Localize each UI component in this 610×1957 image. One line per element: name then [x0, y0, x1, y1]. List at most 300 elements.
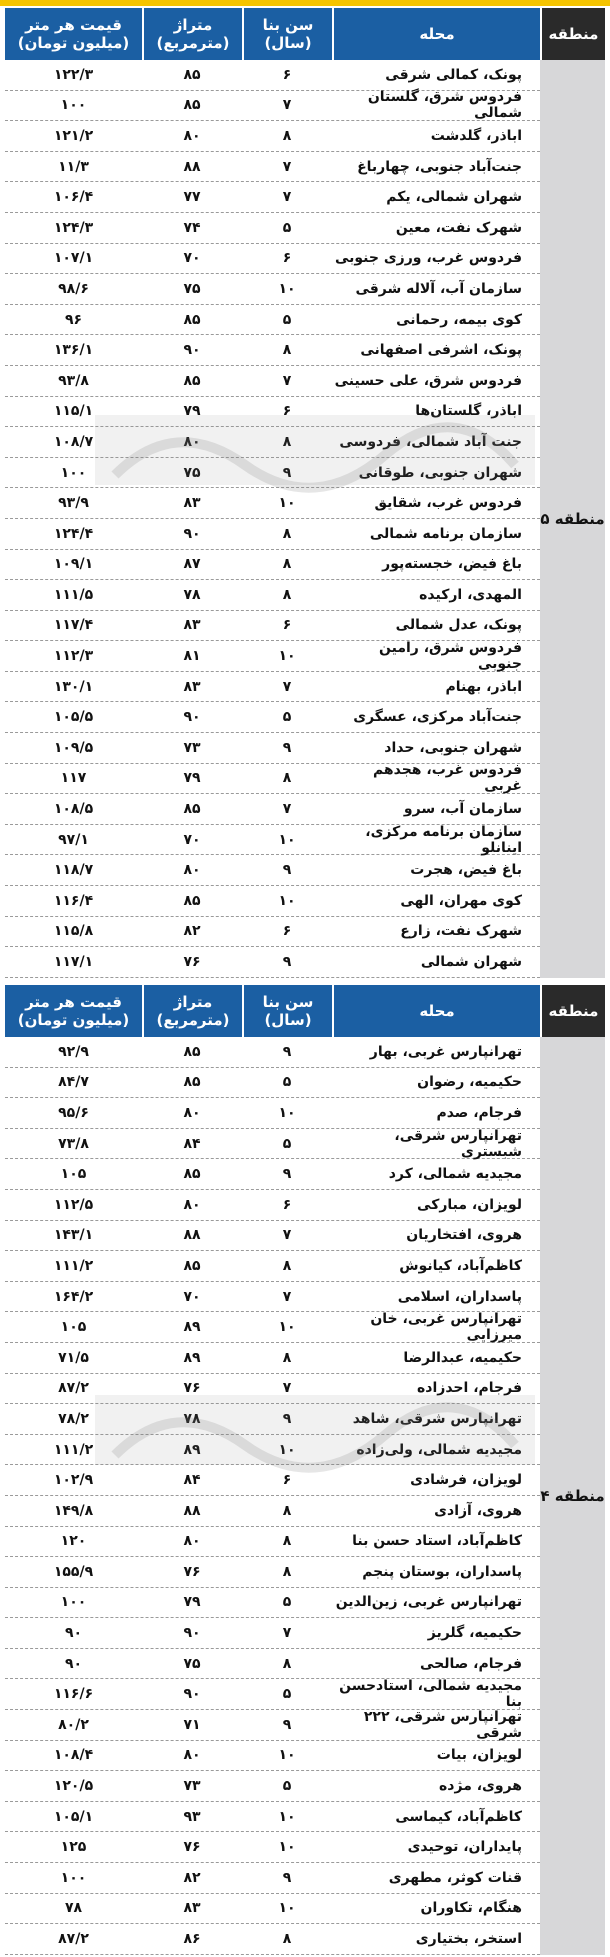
table-row: [5, 60, 540, 91]
neighborhood-cell: لویزان، بیات: [436, 1747, 522, 1764]
neighborhood-cell: هروی، آزادی: [434, 1502, 522, 1519]
table-row: [5, 1129, 540, 1160]
neighborhood-cell: حکیمیه، رضوان: [417, 1074, 522, 1091]
neighborhood-cell: سازمان برنامه مرکزی، اینانلو: [365, 823, 522, 856]
price-cell: ۷۳/۸: [58, 1135, 89, 1152]
neighborhood-cell: فردوس شرق، علی حسینی: [334, 372, 522, 389]
table-row: [5, 427, 540, 458]
table-row: [5, 702, 540, 733]
building-age-cell: ۸: [282, 127, 292, 144]
price-cell: ۸۴/۷: [58, 1074, 89, 1091]
neighborhood-cell: مجیدیه شمالی، ولی‌زاده: [356, 1441, 522, 1458]
area-cell: ۹۰: [183, 342, 201, 359]
area-cell: ۸۵: [183, 66, 201, 83]
table-row: [5, 1343, 540, 1374]
building-age-cell: ۷: [282, 372, 292, 389]
area-cell: ۷۹: [183, 1594, 201, 1611]
building-age-cell: ۹: [282, 954, 292, 971]
table-row: [5, 1741, 540, 1772]
neighborhood-cell: جنت‌آباد مرکزی، عسگری: [353, 709, 522, 726]
header-neighborhood: محله: [332, 8, 540, 60]
building-age-cell: ۹: [282, 1043, 292, 1060]
building-age-cell: ۱۰: [278, 1319, 296, 1336]
table-row: [5, 1618, 540, 1649]
price-cell: ۱۱۱/۵: [53, 586, 94, 603]
area-cell: ۷۳: [183, 739, 201, 756]
price-cell: ۱۱۵/۸: [53, 923, 94, 940]
area-cell: ۷۶: [183, 1563, 201, 1580]
building-age-cell: ۸: [282, 1349, 292, 1366]
header-neighborhood: محله: [332, 985, 540, 1037]
neighborhood-cell: فردوس شرق، گلستان شمالی: [367, 89, 522, 122]
neighborhood-cell: شهران جنوبی، طوقانی: [358, 464, 522, 481]
table-row: [5, 397, 540, 428]
building-age-cell: ۱۰: [278, 1808, 296, 1825]
price-cell: ۱۴۳/۱: [53, 1227, 94, 1244]
table-row: [5, 1068, 540, 1099]
building-age-cell: ۵: [282, 709, 292, 726]
neighborhood-cell: تهرانپارس شرقی، شاهد: [352, 1410, 522, 1427]
neighborhood-cell: باغ فیض، هجرت: [410, 862, 522, 879]
area-cell: ۸۵: [183, 801, 201, 818]
table-row: [5, 733, 540, 764]
area-cell: ۸۲: [183, 1869, 201, 1886]
neighborhood-cell: اباذر، بهنام: [445, 678, 522, 695]
neighborhood-cell: سازمان برنامه شمالی: [369, 525, 522, 542]
price-cell: ۱۰۷/۱: [53, 250, 94, 267]
neighborhood-cell: جنت آباد شمالی، فردوسی: [339, 433, 522, 450]
area-cell: ۸۵: [183, 1166, 201, 1183]
price-cell: ۱۲۱/۲: [53, 127, 94, 144]
building-age-cell: ۱۰: [278, 831, 296, 848]
building-age-cell: ۶: [282, 617, 292, 634]
area-cell: ۷۵: [183, 1655, 201, 1672]
table-row: [5, 1924, 540, 1955]
neighborhood-cell: اباذر، گلدشت: [430, 127, 522, 144]
building-age-cell: ۵: [282, 1778, 292, 1795]
neighborhood-cell: تهرانپارس غربی، زین‌الدین: [335, 1594, 522, 1611]
price-cell: ۱۱۱/۲: [53, 1441, 94, 1458]
neighborhood-cell: قنات کوثر، مطهری: [388, 1869, 522, 1886]
area-cell: ۸۰: [183, 1104, 201, 1121]
price-cell: ۱۰۸/۴: [53, 1747, 94, 1764]
building-age-cell: ۹: [282, 464, 292, 481]
building-age-cell: ۱۰: [278, 495, 296, 512]
building-age-cell: ۹: [282, 1166, 292, 1183]
table-row: [5, 1802, 540, 1833]
table-row: [5, 335, 540, 366]
neighborhood-cell: فرجام، احدزاده: [417, 1380, 522, 1397]
area-cell: ۷۳: [183, 1778, 201, 1795]
price-cell: ۹۷/۱: [58, 831, 89, 848]
area-cell: ۸۸: [183, 158, 201, 175]
neighborhood-cell: فردوس شرق، رامین جنوبی: [379, 640, 522, 673]
price-cell: ۱۱۲/۳: [53, 648, 94, 665]
header-price: قیمت هر متر (میلیون تومان): [5, 985, 142, 1037]
neighborhood-cell: لویزان، مبارکی: [417, 1196, 522, 1213]
building-age-cell: ۷: [282, 189, 292, 206]
neighborhood-cell: هروی، افتخاریان: [406, 1227, 522, 1244]
area-cell: ۸۸: [183, 1502, 201, 1519]
table-row: [5, 1679, 540, 1710]
neighborhood-cell: تهرانپارس شرقی، شبستری: [394, 1127, 522, 1160]
table-row: [5, 182, 540, 213]
table-row: [5, 1312, 540, 1343]
neighborhood-cell: کاظم‌آباد، کیانوش: [399, 1257, 522, 1274]
building-age-cell: ۹: [282, 739, 292, 756]
area-cell: ۸۷: [183, 556, 201, 573]
building-age-cell: ۱۰: [278, 1747, 296, 1764]
area-cell: ۸۲: [183, 923, 201, 940]
price-cell: ۱۱۸/۷: [53, 862, 94, 879]
table-row: [5, 1557, 540, 1588]
building-age-cell: ۱۰: [278, 892, 296, 909]
building-age-cell: ۹: [282, 1716, 292, 1733]
table-row: [5, 458, 540, 489]
header-area: متراژ (مترمربع): [142, 985, 242, 1037]
building-age-cell: ۸: [282, 1655, 292, 1672]
area-cell: ۸۹: [183, 1441, 201, 1458]
table-row: [5, 1037, 540, 1068]
price-cell: ۱۰۰: [60, 97, 87, 114]
table-row: [5, 152, 540, 183]
building-age-cell: ۶: [282, 66, 292, 83]
building-age-cell: ۹: [282, 862, 292, 879]
building-age-cell: ۱۰: [278, 1900, 296, 1917]
table-row: [5, 244, 540, 275]
table-row: [5, 855, 540, 886]
area-cell: ۸۳: [183, 617, 201, 634]
table-row: [5, 1374, 540, 1405]
area-cell: ۹۳: [183, 1808, 201, 1825]
price-cell: ۱۰۵/۵: [53, 709, 94, 726]
table-rows: [5, 60, 540, 978]
table-row: [5, 1159, 540, 1190]
table-row: [5, 1527, 540, 1558]
table-row: [5, 121, 540, 152]
neighborhood-cell: لویزان، فرشادی: [410, 1472, 522, 1489]
building-age-cell: ۷: [282, 97, 292, 114]
table-row: [5, 794, 540, 825]
neighborhood-cell: تهرانپارس غربی، خان میرزایی: [370, 1311, 522, 1344]
table-row: [5, 305, 540, 336]
price-cell: ۱۵۵/۹: [53, 1563, 94, 1580]
header-building-age: سن بنا (سال): [242, 985, 332, 1037]
area-cell: ۸۹: [183, 1349, 201, 1366]
table-row: [5, 947, 540, 978]
price-cell: ۱۲۵: [60, 1839, 87, 1856]
price-cell: ۷۸: [64, 1900, 83, 1917]
neighborhood-cell: پونک، کمالی شرقی: [385, 66, 522, 83]
building-age-cell: ۷: [282, 1227, 292, 1244]
area-cell: ۸۶: [183, 1931, 201, 1948]
neighborhood-cell: سازمان آب، سرو: [403, 801, 522, 818]
neighborhood-cell: هنگام، تکاوران: [420, 1900, 522, 1917]
building-age-cell: ۵: [282, 311, 292, 328]
table-row: [5, 1465, 540, 1496]
area-cell: ۷۵: [183, 280, 201, 297]
neighborhood-cell: کوی مهران، الهی: [400, 892, 522, 909]
area-cell: ۸۰: [183, 127, 201, 144]
table-row: [5, 488, 540, 519]
table-row: [5, 1435, 540, 1466]
neighborhood-cell: تهرانپارس غربی، بهار: [369, 1043, 522, 1060]
table-row: [5, 1894, 540, 1925]
zone-label: منطقه ۴: [540, 1037, 605, 1955]
table-row: [5, 1832, 540, 1863]
area-cell: ۸۰: [183, 1533, 201, 1550]
table-row: [5, 917, 540, 948]
price-cell: ۱۲۰/۵: [53, 1778, 94, 1795]
building-age-cell: ۶: [282, 250, 292, 267]
neighborhood-cell: المهدی، ارکیده: [419, 586, 522, 603]
building-age-cell: ۸: [282, 525, 292, 542]
price-cell: ۸۷/۲: [58, 1380, 89, 1397]
price-cell: ۱۰۹/۱: [53, 556, 94, 573]
price-cell: ۹۰: [64, 1655, 83, 1672]
price-cell: ۱۰۲/۹: [53, 1472, 94, 1489]
building-age-cell: ۷: [282, 1288, 292, 1305]
area-cell: ۸۰: [183, 1196, 201, 1213]
neighborhood-cell: شهرک نفت، معین: [395, 219, 522, 236]
price-cell: ۱۳۶/۱: [53, 342, 94, 359]
table-row: [5, 1251, 540, 1282]
zone-label: منطقه ۵: [540, 60, 605, 978]
neighborhood-cell: کاظم‌آباد، کیماسی: [395, 1808, 522, 1825]
table-row: [5, 641, 540, 672]
neighborhood-cell: پایداران، توحیدی: [407, 1839, 522, 1856]
price-cell: ۷۱/۵: [58, 1349, 89, 1366]
area-cell: ۷۰: [183, 250, 201, 267]
building-age-cell: ۶: [282, 923, 292, 940]
building-age-cell: ۵: [282, 1594, 292, 1611]
area-cell: ۸۸: [183, 1227, 201, 1244]
neighborhood-cell: تهرانپارس شرقی، ۲۲۲ شرقی: [363, 1708, 522, 1741]
table-row: [5, 519, 540, 550]
price-cell: ۹۰: [64, 1625, 83, 1642]
building-age-cell: ۱۰: [278, 280, 296, 297]
neighborhood-cell: پونک، اشرفی اصفهانی: [360, 342, 522, 359]
table-row: [5, 580, 540, 611]
building-age-cell: ۸: [282, 1257, 292, 1274]
area-cell: ۷۷: [183, 189, 201, 206]
table-row: [5, 1863, 540, 1894]
table-row: [5, 1282, 540, 1313]
price-cell: ۱۱۷/۱: [53, 954, 94, 971]
building-age-cell: ۷: [282, 1625, 292, 1642]
neighborhood-cell: فردوس غرب، ورزی جنوبی: [334, 250, 522, 267]
area-cell: ۷۸: [183, 586, 201, 603]
table-row: [5, 1098, 540, 1129]
area-cell: ۸۵: [183, 892, 201, 909]
building-age-cell: ۸: [282, 1533, 292, 1550]
building-age-cell: ۷: [282, 1380, 292, 1397]
neighborhood-cell: پونک، عدل شمالی: [395, 617, 522, 634]
neighborhood-cell: فردوس غرب، شقایق: [374, 495, 522, 512]
building-age-cell: ۸: [282, 433, 292, 450]
table-body: [5, 60, 605, 978]
price-cell: ۱۲۴/۳: [53, 219, 94, 236]
area-cell: ۸۵: [183, 97, 201, 114]
table-body: [5, 1037, 605, 1955]
area-cell: ۹۰: [183, 1686, 201, 1703]
neighborhood-cell: فرجام، صالحی: [420, 1655, 522, 1672]
table-row: [5, 886, 540, 917]
price-cell: ۱۰۸/۵: [53, 801, 94, 818]
price-cell: ۱۱۷/۴: [53, 617, 94, 634]
neighborhood-cell: هروی، مژده: [439, 1778, 522, 1795]
price-cell: ۱۶۴/۲: [53, 1288, 94, 1305]
header-price: قیمت هر متر (میلیون تومان): [5, 8, 142, 60]
price-cell: ۱۰۸/۷: [53, 433, 94, 450]
area-cell: ۷۱: [183, 1716, 201, 1733]
area-cell: ۷۹: [183, 770, 201, 787]
price-cell: ۱۱۶/۴: [53, 892, 94, 909]
table-row: [5, 550, 540, 581]
area-cell: ۷۹: [183, 403, 201, 420]
neighborhood-cell: شهرک نفت، زارع: [400, 923, 522, 940]
neighborhood-cell: پاسداران، بوستان پنجم: [362, 1563, 522, 1580]
price-cell: ۹۵/۶: [58, 1104, 89, 1121]
price-cell: ۷۸/۲: [58, 1410, 89, 1427]
building-age-cell: ۸: [282, 556, 292, 573]
building-age-cell: ۱۰: [278, 1441, 296, 1458]
area-cell: ۷۰: [183, 1288, 201, 1305]
price-cell: ۱۰۰: [60, 1869, 87, 1886]
table-row: [5, 1190, 540, 1221]
area-cell: ۸۴: [183, 1135, 201, 1152]
neighborhood-cell: مجیدیه شمالی، استادحسن بنا: [339, 1678, 522, 1711]
building-age-cell: ۹: [282, 1410, 292, 1427]
area-cell: ۸۵: [183, 1074, 201, 1091]
area-cell: ۷۶: [183, 1839, 201, 1856]
building-age-cell: ۸: [282, 1563, 292, 1580]
price-cell: ۱۳۰/۱: [53, 678, 94, 695]
price-cell: ۹۳/۹: [58, 495, 89, 512]
area-cell: ۸۳: [183, 678, 201, 695]
neighborhood-cell: باغ فیض، خجسته‌پور: [382, 556, 522, 573]
price-cell: ۱۴۹/۸: [53, 1502, 94, 1519]
neighborhood-cell: جنت‌آباد جنوبی، چهارباغ: [357, 158, 522, 175]
table-row: [5, 1710, 540, 1741]
area-cell: ۷۵: [183, 464, 201, 481]
table-row: [5, 274, 540, 305]
building-age-cell: ۵: [282, 1074, 292, 1091]
price-cell: ۱۲۰: [60, 1533, 87, 1550]
table-row: [5, 672, 540, 703]
header-zone: منطقه: [540, 8, 605, 60]
table-row: [5, 1404, 540, 1435]
building-age-cell: ۱۰: [278, 1839, 296, 1856]
top-accent-bar: [0, 0, 610, 6]
price-cell: ۸۰/۲: [58, 1716, 89, 1733]
table-header: [5, 8, 605, 60]
building-age-cell: ۸: [282, 586, 292, 603]
price-cell: ۱۰۵: [60, 1319, 87, 1336]
price-cell: ۹۶: [64, 311, 83, 328]
price-cell: ۸۷/۲: [58, 1931, 89, 1948]
price-cell: ۱۰۹/۵: [53, 739, 94, 756]
neighborhood-cell: کاظم‌آباد، استاد حسن بنا: [352, 1533, 522, 1550]
table-row: [5, 764, 540, 795]
neighborhood-cell: پاسداران، اسلامی: [397, 1288, 522, 1305]
price-cell: ۱۰۰: [60, 1594, 87, 1611]
area-cell: ۷۴: [183, 219, 201, 236]
table-row: [5, 611, 540, 642]
building-age-cell: ۷: [282, 678, 292, 695]
area-cell: ۸۱: [183, 648, 201, 665]
price-cell: ۱۱۱/۲: [53, 1257, 94, 1274]
price-cell: ۱۱۵/۱: [53, 403, 94, 420]
building-age-cell: ۵: [282, 1686, 292, 1703]
neighborhood-cell: سازمان آب، آلاله شرقی: [355, 280, 522, 297]
building-age-cell: ۶: [282, 1472, 292, 1489]
area-cell: ۷۸: [183, 1410, 201, 1427]
price-cell: ۱۱۲/۵: [53, 1196, 94, 1213]
neighborhood-cell: شهران شمالی: [420, 954, 522, 971]
neighborhood-cell: شهران شمالی، یکم: [386, 189, 522, 206]
table-row: [5, 1496, 540, 1527]
neighborhood-cell: مجیدیه شمالی، کرد: [388, 1166, 522, 1183]
price-cell: ۱۱/۳: [58, 158, 89, 175]
price-cell: ۱۲۴/۴: [53, 525, 94, 542]
table-row: [5, 1588, 540, 1619]
building-age-cell: ۱۰: [278, 648, 296, 665]
building-age-cell: ۱۰: [278, 1104, 296, 1121]
neighborhood-cell: فردوس غرب، هجدهم غربی: [372, 762, 522, 795]
area-cell: ۹۰: [183, 525, 201, 542]
table-row: [5, 213, 540, 244]
building-age-cell: ۸: [282, 1931, 292, 1948]
area-cell: ۷۶: [183, 1380, 201, 1397]
area-cell: ۷۰: [183, 831, 201, 848]
price-cell: ۱۱۶/۶: [53, 1686, 94, 1703]
area-cell: ۸۵: [183, 1043, 201, 1060]
table-header: [5, 985, 605, 1037]
neighborhood-cell: اباذر، گلستان‌ها: [415, 403, 522, 420]
zone-4-table: [5, 985, 605, 1955]
price-cell: ۱۱۷: [60, 770, 87, 787]
neighborhood-cell: حکیمیه، عبدالرضا: [403, 1349, 522, 1366]
building-age-cell: ۷: [282, 158, 292, 175]
area-cell: ۸۰: [183, 862, 201, 879]
building-age-cell: ۵: [282, 1135, 292, 1152]
building-age-cell: ۶: [282, 403, 292, 420]
building-age-cell: ۸: [282, 770, 292, 787]
neighborhood-cell: استخر، بختیاری: [415, 1931, 522, 1948]
table-row: [5, 1221, 540, 1252]
area-cell: ۷۶: [183, 954, 201, 971]
building-age-cell: ۷: [282, 801, 292, 818]
area-cell: ۸۵: [183, 1257, 201, 1274]
header-building-age: سن بنا (سال): [242, 8, 332, 60]
area-cell: ۸۰: [183, 433, 201, 450]
building-age-cell: ۶: [282, 1196, 292, 1213]
area-cell: ۸۳: [183, 495, 201, 512]
neighborhood-cell: فرجام، صدم: [436, 1104, 522, 1121]
table-row: [5, 91, 540, 122]
neighborhood-cell: کوی بیمه، رحمانی: [396, 311, 522, 328]
building-age-cell: ۵: [282, 219, 292, 236]
building-age-cell: ۸: [282, 342, 292, 359]
area-cell: ۸۵: [183, 372, 201, 389]
header-area: متراژ (مترمربع): [142, 8, 242, 60]
price-cell: ۱۰۰: [60, 464, 87, 481]
zone-5-table: [5, 8, 605, 978]
header-zone: منطقه: [540, 985, 605, 1037]
area-cell: ۸۰: [183, 1747, 201, 1764]
table-row: [5, 366, 540, 397]
